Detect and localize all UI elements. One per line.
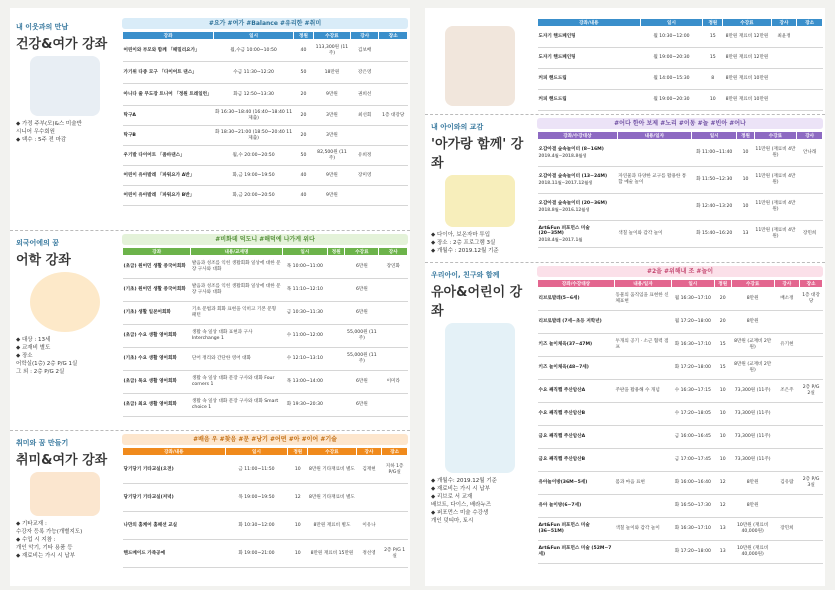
col-header: 일시 xyxy=(691,132,737,140)
globe-image xyxy=(30,272,100,332)
course-table xyxy=(122,447,408,568)
section-hobby-table xyxy=(122,434,408,568)
table-row: 어린이 유아발레 「파워요가 B반」 화,금 20:00~20:50 40 9만원 xyxy=(123,186,408,206)
table-row: 리브로발레(5~6세) 동물의 움직임을 표현한 신체표현 월 16:30~17:10 20 8만원 배소정 1층 대강당 xyxy=(538,288,823,311)
course-table xyxy=(122,31,408,206)
col-header: 수강료 xyxy=(308,448,356,456)
section-title: 취미&여가 강좌 xyxy=(16,453,108,468)
coffee-grinder-image xyxy=(445,26,515,106)
col-header: 일시 xyxy=(671,280,714,288)
col-header: 강사 xyxy=(797,132,823,140)
section-baby-table xyxy=(537,118,823,248)
note: 수강자 등록 가능(개별지도) xyxy=(16,529,83,535)
section-kids-table xyxy=(537,266,823,564)
col-header: 정원 xyxy=(293,32,313,40)
section-health-side xyxy=(10,18,120,223)
col-header: 일시 xyxy=(640,19,703,27)
col-header: 수강료 xyxy=(723,19,771,27)
col-header: 정원 xyxy=(714,280,731,288)
children-abacus-image xyxy=(445,323,515,473)
section-language-side xyxy=(10,234,120,424)
table-row: 오감아결 숲속놀이터 (8~16M) 2019.4월~2018.8월생 화 11:00~11:40 10 11만원 (재료비 4만원) 안나래 xyxy=(538,140,823,167)
table-row: 금요 째직쨉 주산암산B 금 17:00~17:45 10 73,300원 (11주) xyxy=(538,449,823,472)
col-header: 정원 xyxy=(288,448,308,456)
col-header: 장소 xyxy=(379,32,408,40)
col-header: 강좌 xyxy=(123,248,191,256)
section-heading: 우리아이, 친구와 함께 xyxy=(431,271,500,279)
table-row: 어린이 유아발레 「파워요가 A반」 화,금 19:00~19:50 40 9만원 장미영 xyxy=(123,166,408,186)
table-row: 당기당기 기타교실(저녁) 목 19:00~19:50 12 8만원 기타재료비 별도 xyxy=(123,484,408,512)
section-kids-side xyxy=(425,266,535,584)
hashtag-banner: #비화데 덕도니 #해덕에 나가게 위다 xyxy=(122,234,408,245)
table-row: (초급) 수요 생활 영어회화 생활 속 일상 대화 표현과 구사 Interchange 1 수 11:00~12:00 55,000원 (11주) xyxy=(123,325,408,348)
col-header: 수강료 xyxy=(313,32,350,40)
note: ◆ 개월수: 2019.12월 기준 xyxy=(431,478,497,484)
col-header: 일시 xyxy=(214,32,294,40)
note: ◆ 리브로 서 교재 xyxy=(431,494,473,500)
table-row: 커피 핸드드립 월 19:00~20:30 10 8만원 재료비 10만원 xyxy=(538,90,823,111)
note: ◆ 퍼포먼스 미술 수강생 xyxy=(431,510,489,516)
col-header: 장소 xyxy=(800,280,823,288)
section-heading: 내 아이와의 교감 xyxy=(431,123,484,131)
table-row: (초급) 원어민 생활 중국어회화 발음과 성조를 익힌 생활회화 일상에 대한 문장 구사와 대화 목 10:00~11:00 6만원 장연화 xyxy=(123,256,408,279)
note: ◆ 재료비는 가시 시 납부 xyxy=(431,486,491,492)
col-header: 강사 xyxy=(356,448,382,456)
table-row: Art&Fun 퍼포먼스 미술 (36~51M) 색칠 놀이와 감각 놀이 화 16:30~17:10 13 10만원 (재료비 40,000원) 장민희 xyxy=(538,518,823,541)
col-header: 수강료 xyxy=(754,132,797,140)
col-header: 강좌/내용 xyxy=(123,448,226,456)
table-row: 어린이와 부모와 함께 「패밀리요가」 월,수금 10:00~10:50 40 113,300원 (11주) 김보배 xyxy=(123,40,408,62)
table-row: 도자기 핸드페인팅 월 10:30~12:00 15 8만원 재료비 12만원 최윤정 xyxy=(538,27,823,48)
note: 그 외 : 2층 P/G 2실 xyxy=(16,369,65,375)
note: ◆ 대상 : 13세 xyxy=(16,337,51,343)
course-table xyxy=(537,131,823,248)
col-header: 강사 xyxy=(774,280,800,288)
table-row: 금요 째직쨉 주산암산A 금 16:00~16:45 10 73,300원 (11주) xyxy=(538,426,823,449)
course-table xyxy=(537,279,823,564)
section-title: 어학 강좌 xyxy=(16,253,71,268)
left-page xyxy=(10,8,410,586)
note: 개인 덧티마, 토시 xyxy=(431,518,474,524)
col-header: 장소 xyxy=(797,19,823,27)
note: ◆ 댁수 : 5주 전 마감 xyxy=(16,137,67,143)
col-header: 내용/일자 xyxy=(617,132,691,140)
table-row: 탁구B 화 18:30~21:00 (18:50~20:40 11 제출) 20 3만원 xyxy=(123,126,408,146)
table-row: (초급) 최요 생활 영어회화 생활 속 일상 대화 문장 구사와 대화 Smart choice 1 화 19:30~20:30 6만원 xyxy=(123,394,408,417)
col-header: 강좌/수강대상 xyxy=(538,132,618,140)
hashtag-banner: #요가 #여가 #Balance #유리한 #취미 xyxy=(122,18,408,29)
course-table xyxy=(537,18,823,111)
note: 어학실(1층) 2층 P/G 1실 xyxy=(16,361,78,367)
table-row: (기초) 수요 생활 영어회화 단어 정리와 간단한 영어 대화 수 12:10~13:10 55,000원 (11주) xyxy=(123,348,408,371)
note: ◆ 장소 : 2층 프로그램 3실 xyxy=(431,240,496,246)
section-craft-side xyxy=(425,18,535,108)
divider xyxy=(425,114,825,115)
col-header: 강좌/수강대상 xyxy=(538,280,615,288)
section-title: 건강&여가 강좌 xyxy=(16,37,108,52)
divider xyxy=(10,430,410,431)
note: ◆ 가정 주부(모)&스 미술반 xyxy=(16,121,82,127)
hashtag-banner: #배음 우 #찾음 #문 #낭기 #어떤 #아 #이어 #기술 xyxy=(122,434,408,445)
right-page xyxy=(425,8,825,586)
col-header: 강사 xyxy=(350,32,379,40)
note: ◆ 장소 xyxy=(16,353,33,359)
table-row: 유아 놀이방(6~7세) 화 16:50~17:30 12 8만원 xyxy=(538,495,823,518)
table-row: (기초) 생활 일본어회화 기초 문법과 회화 표현을 익히고 기본 문형 패턴 금 10:30~11:30 6만원 xyxy=(123,302,408,325)
section-baby-side xyxy=(425,118,535,258)
table-row: Art&Fun 퍼포먼스 미술 (20~35M) 2018.4월~2017.1월 색칠 놀이와 감각 놀이 화 15:40~16:20 13 11만원 (재료비 4만원) 장민희 xyxy=(538,221,823,248)
section-hobby-side xyxy=(10,434,120,584)
note: ◆ 다이아, 보온자마 투입 xyxy=(431,232,491,238)
col-header: 강사 xyxy=(771,19,797,27)
yoga-figure-image xyxy=(30,56,100,116)
table-row: 키즈 놀이체육(37~47M) 두개의 공기 · 소근 협력 점프 화 16:30~17:10 15 8만원 (교재비 2만원) 유기현 xyxy=(538,334,823,357)
table-row: 커피 핸드드립 월 14:00~15:30 8 8만원 재료비 10만원 xyxy=(538,69,823,90)
table-row: 우기발 다이어트 「줌바댄스」 월,수 20:00~20:50 50 82,500원 (11주) 유희정 xyxy=(123,146,408,166)
col-header: 강좌 xyxy=(123,32,214,40)
table-row: 탁구A 화 16:30~18:40 (16:40~18:40 11 제출) 20 3만원 최선회 1층 대강당 xyxy=(123,106,408,126)
table-row: 가기위 다중 모구 「다이어트 댄스」 수금 11:30~12:20 50 18만원 강은영 xyxy=(123,62,408,84)
note: ◆ 교재비 별도 xyxy=(16,345,51,351)
note: ◆ 재료비는 가시 시 납부 xyxy=(16,553,76,559)
table-row: 당기당기 기타교실(오전) 금 11:00~11:50 10 8만원 기타재료비 별도 김재현 지하 1층 P/G실 xyxy=(123,456,408,484)
table-row: 리브로발레 (7세~초등 저학년) 월 17:20~18:00 20 8만원 xyxy=(538,311,823,334)
col-header: 수강료 xyxy=(731,280,774,288)
guitar-child-image xyxy=(30,472,100,516)
table-row: 아니다 줄 무도장 트니어 「정원 트레일런」 화금 12:50~13:30 20 9만원 권희선 xyxy=(123,84,408,106)
section-title: '아가랑 함께' 강좌 xyxy=(431,137,524,171)
table-row: 오감아결 숲속놀이터 (20~36M) 2018.8월~2016.12월생 화 12:40~13:20 10 11만원 (재료비 4만원) xyxy=(538,194,823,221)
section-title: 유아&어린이 강좌 xyxy=(431,285,523,319)
note: 개인 악기, 기타 용품 등 xyxy=(16,545,73,551)
col-header: 일시 xyxy=(225,448,288,456)
col-header: 일시 xyxy=(282,248,328,256)
note: 시니어 우수회원 xyxy=(16,129,55,135)
table-row: 수요 째직쨉 주산암산B 수 17:20~18:05 10 73,300원 (11주) xyxy=(538,403,823,426)
col-header: 정원 xyxy=(328,248,345,256)
section-health-table xyxy=(122,18,408,206)
divider xyxy=(425,262,825,263)
book-child-image xyxy=(445,175,515,227)
note: 배브트, 다이스, 배라누즈 xyxy=(431,502,492,508)
col-header: 정원 xyxy=(737,132,754,140)
table-row: 키즈 놀이체육(48~7세) 화 17:20~18:00 15 8만원 (교재비 2만원) xyxy=(538,357,823,380)
table-row: Art&Fun 퍼포먼스 미술 (52M~7세) 화 17:20~18:00 13 10만원 (재료비 40,000원) xyxy=(538,541,823,564)
table-row: 수요 째직쨉 주산암산A 주판을 활용해 수 개념 수 16:30~17:15 10 73,300원 (11주) 조은주 2층 P/G 2실 xyxy=(538,380,823,403)
note: ◆ 개월수 : 2019.12월 기준 xyxy=(431,248,499,254)
table-row: 핸드메이드 가죽공예 화 19:00~21:00 10 8만원 재료비 15만원 정선영 2층 P/G 1실 xyxy=(123,540,408,568)
section-heading: 외국어에의 꿈 xyxy=(16,239,60,247)
hashtag-banner: #2을 #위해내 조 #놀이 xyxy=(537,266,823,277)
section-language-table xyxy=(122,234,408,417)
col-header: 내용/일자 xyxy=(614,280,671,288)
section-heading: 취미와 꿈 만들기 xyxy=(16,439,69,447)
col-header: 강좌/내용 xyxy=(538,19,641,27)
divider xyxy=(10,230,410,231)
section-craft-table xyxy=(537,18,823,111)
table-row: 나만의 홈케어 홈패션 교실 화 10:30~12:00 10 8만원 재료비 별도 이유나 xyxy=(123,512,408,540)
col-header: 내용/교재명 xyxy=(191,248,282,256)
col-header: 정원 xyxy=(703,19,723,27)
col-header: 강사 xyxy=(379,248,408,256)
hashtag-banner: #어다 한아 보제 #노리 #이동 #놀 #빈아 #어나 xyxy=(537,118,823,129)
table-row: 오감아결 숲속놀이터 (13~24M) 2018.11월~2017.12월생 자연물과 다양한 교구를 활용한 통합 예술 놀이 화 11:50~12:30 10 11만원 (재료비 4만원) xyxy=(538,167,823,194)
note: ◆ 기타교재 : xyxy=(16,521,47,527)
table-row: 도자기 핸드페인팅 월 19:00~20:30 15 8만원 재료비 12만원 xyxy=(538,48,823,69)
col-header: 수강료 xyxy=(345,248,379,256)
table-row: (기초) 원어민 생활 중국어회화 발음과 성조를 익힌 생활회화 일상에 대한 문장 구사와 대화 목 11:10~12:10 6만원 xyxy=(123,279,408,302)
table-row: (초급) 목요 생활 영어회화 생활 속 일상 대화 문장 구사와 대화 Four corners 1 목 13:00~14:00 6만원 이미라 xyxy=(123,371,408,394)
table-row: 유아놀이방(36M~5세) 몸과 마음 표현 화 16:00~16:40 12 8만원 김유람 2층 P/G 3실 xyxy=(538,472,823,495)
section-heading: 내 이웃과의 만남 xyxy=(16,23,69,31)
note: ◆ 수업 시 지참 : xyxy=(16,537,56,543)
col-header: 장소 xyxy=(382,448,408,456)
course-table xyxy=(122,247,408,417)
